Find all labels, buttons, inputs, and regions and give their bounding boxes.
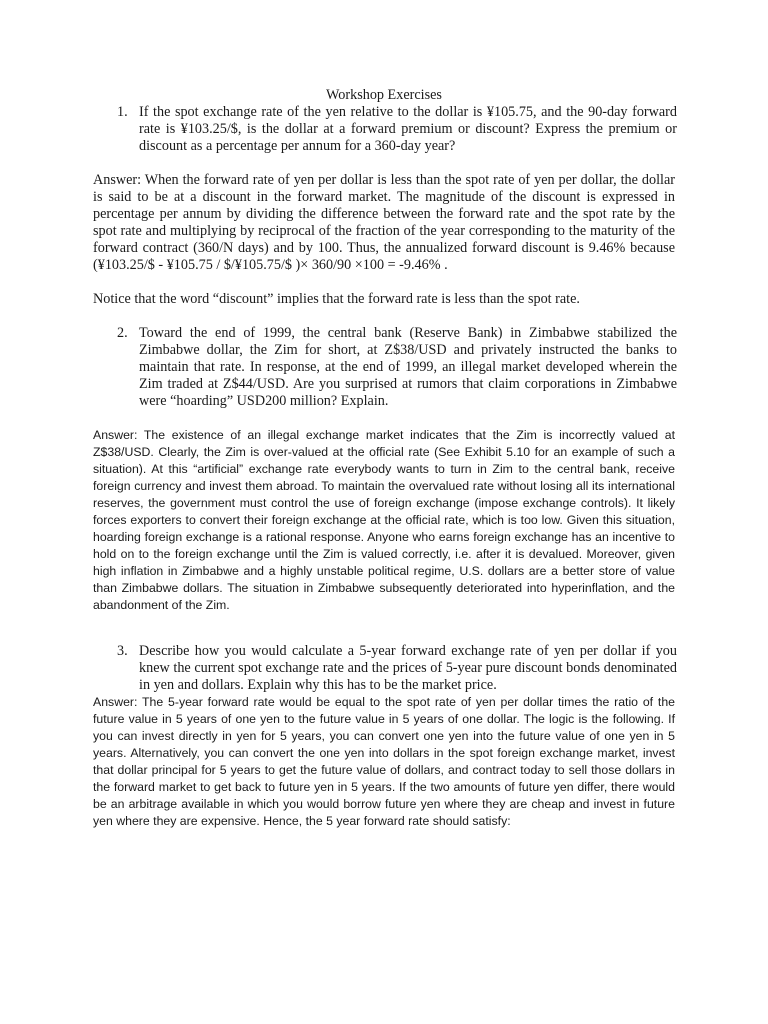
question-3-text: Describe how you would calculate a 5-year forward exchange rate of yen per dollar if you knew the current spot exchange rate and the prices of 5-year pure discount bonds denominated in yen and dollars. Explain why this has to be the market price. <box>139 643 677 693</box>
question-2 <box>117 325 677 410</box>
answer-1: Answer: When the forward rate of yen per dollar is less than the spot rate of yen per dollar, the dollar is said to be at a discount in the forward market. The magnitude of the discount is expressed in percentage per annum by dividing the difference between the forward rate and the spot rate by the spot rate and multiplying by reciprocal of the fraction of the year corresponding to the maturity of the forward contract (360/N days) and by 100. Thus, the annualized forward discount is 9.46% because (¥103.25/$ - ¥105.75 / $/¥105.75/$ )× 360/90 ×100 = -9.46% . <box>93 172 675 273</box>
question-3 <box>117 643 677 694</box>
question-1 <box>117 104 677 155</box>
answer-1-note: Notice that the word “discount” implies that the forward rate is less than the spot rate. <box>93 291 580 307</box>
question-1-number: 1. <box>117 104 128 120</box>
question-2-text: Toward the end of 1999, the central bank (Reserve Bank) in Zimbabwe stabilized the Zimbabwe dollar, the Zim for short, at Z$38/USD and privately instructed the banks to maintain that rate. In response, at the end of 1999, an illegal market developed wherein the Zim traded at Z$44/USD. Are you surprised at rumors that claim corporations in Zimbabwe were “hoarding” USD200 million? Explain. <box>139 325 677 409</box>
question-2-number: 2. <box>117 325 128 341</box>
question-3-number: 3. <box>117 643 128 659</box>
answer-3: Answer: The 5-year forward rate would be equal to the spot rate of yen per dollar times the ratio of the future value in 5 years of one yen to the future value in 5 years of one dollar. The logic is the following. If you can invest directly in yen for 5 years, you can convert one yen into the future value of one yen in 5 years. Alternatively, you can convert the one yen into dollars in the spot foreign exchange market, invest that dollar principal for 5 years to get the future value of dollars, and contract today to sell those dollars in the forward market to get back to future yen in 5 years. If the two amounts of future yen differ, there would be an arbitrage available in which you would borrow future yen where they are cheap and invest in future yen where they are expensive. Hence, the 5 year forward rate should satisfy: <box>93 695 675 828</box>
answer-2: Answer: The existence of an illegal exchange market indicates that the Zim is incorrectly valued at Z$38/USD. Clearly, the Zim is over-valued at the official rate (See Exhibit 5.10 for an example of such a situation). At this “artificial” exchange rate everybody wants to turn in Zim to the central bank, receive foreign currency and invest them abroad. To maintain the overvalued rate without losing all its international reserves, the government must control the use of foreign exchange (impose exchange controls). It likely forces exporters to convert their foreign exchange at the official rate, which is too low. Given this situation, hoarding foreign exchange is a rational response. Anyone who earns foreign exchange has an incentive to hold on to the foreign exchange until the Zim is valued correctly, i.e. after it is devalued. Moreover, given high inflation in Zimbabwe and a highly unstable political regime, U.S. dollars are a better store of value than Zimbabwe dollars. The situation in Zimbabwe subsequently deteriorated into hyperinflation, and the abandonment of the Zim. <box>93 428 675 612</box>
page-title: Workshop Exercises <box>326 87 442 103</box>
question-1-text: If the spot exchange rate of the yen relative to the dollar is ¥105.75, and the 90-day forward rate is ¥103.25/$, is the dollar at a forward premium or discount? Express the premium or discount as a percentage per annum for a 360-day year? <box>139 104 677 154</box>
